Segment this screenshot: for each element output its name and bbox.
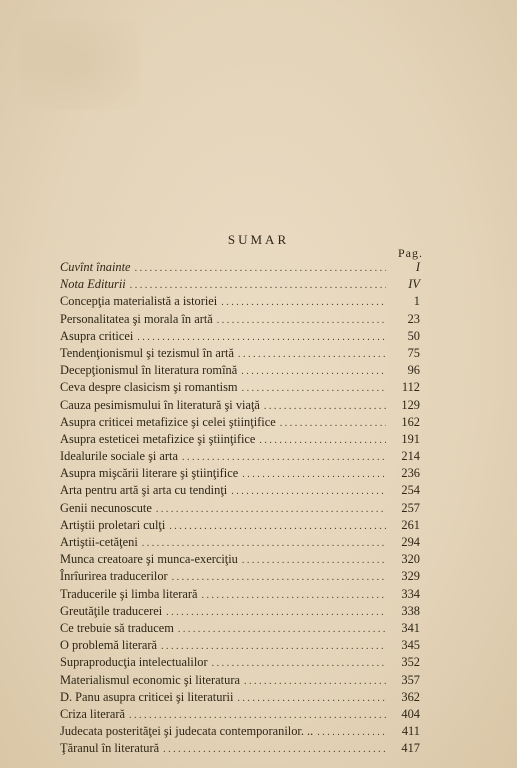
toc-entry-page: 236 [401,466,420,481]
dot-leader [163,741,386,758]
toc-entry-title: Cauza pesimismului în literatură şi viaţă [60,397,260,412]
dot-leader [169,518,386,535]
toc-entry [60,328,420,345]
toc-entry-title: Tendenţionismul şi tezismul în artă [60,345,234,360]
toc-entry [60,482,420,499]
toc-entry-title: Decepţionismul în literatura romînă [60,363,238,378]
toc-entry-title: Munca creatoare şi munca-exerciţiu [60,552,238,567]
toc-entry-title: Supraproducţia intelectualilor [60,655,208,670]
toc-entry [60,345,420,362]
dot-leader [280,415,386,432]
toc-entry [60,431,420,448]
dot-leader [238,346,386,363]
dot-leader [202,587,386,604]
toc-entry-page: 75 [407,345,420,360]
toc-entry [60,672,420,689]
toc-entry-title: Traducerile şi limba literară [60,586,198,601]
toc-entry [60,311,420,328]
toc-entry-page: 162 [401,414,420,429]
toc-entry [60,465,420,482]
toc-entry-page: 352 [401,655,420,670]
dot-leader [244,673,386,690]
toc-entry [60,293,420,310]
toc-entry-page: 96 [407,363,420,378]
toc-entry [60,551,420,568]
toc-entry-page: I [415,260,420,274]
toc-entry-page: 417 [401,741,420,756]
toc-entry-title: Personalitatea şi morala în artă [60,311,213,326]
dot-leader [137,329,386,346]
toc-entry-page: 129 [401,397,420,412]
toc-entry-page: 345 [401,638,420,653]
toc-entry-page: IV [408,277,420,292]
dot-leader [241,363,386,380]
dot-leader [130,277,386,294]
toc-entry [60,397,420,414]
toc-entry [60,723,420,740]
toc-entry [60,689,420,706]
toc-entry-title: Criza literară [60,706,126,721]
document-title: SUMAR [227,232,290,247]
dot-leader [264,398,386,415]
toc-entry-title: Artiştii proletari culţi [60,517,166,532]
dot-leader [317,724,386,741]
dot-leader [259,432,386,449]
toc-entry [60,637,420,654]
toc-entry [60,586,420,603]
toc-entry-page: 329 [401,569,420,584]
paper-stain [20,20,140,110]
toc-entry [60,362,420,379]
toc-entry-title: Greutăţile traducerei [60,603,163,618]
toc-entry [60,620,420,637]
toc-entry-page: 341 [401,620,420,635]
toc-entry-title: Asupra mişcării literare şi ştiinţifice [60,466,239,481]
toc-entry-title: Nota Editurii [60,277,126,292]
toc-entry-page: 257 [401,500,420,515]
toc-entry-title: Arta pentru artă şi arta cu tendinţi [60,483,228,498]
toc-entry [60,379,420,396]
toc-entry-title: Genii necunoscute [60,500,152,515]
toc-entry [60,276,420,293]
dot-leader [182,449,386,466]
toc-entry-page: 254 [401,483,420,498]
toc-entry-page: 334 [401,586,420,601]
dot-leader [135,260,386,277]
toc-entry-title: Artiştii-cetăţeni [60,535,138,549]
toc-entry-page: 1 [413,294,420,309]
toc-entry-title: Asupra criticei metafizice şi celei ştiinţifice [60,414,276,429]
toc-entry [60,500,420,517]
dot-leader [129,707,386,724]
toc-entry-title: D. Panu asupra criticei şi literaturii [60,689,234,704]
dot-leader [172,569,386,586]
dot-leader [161,638,386,655]
toc-entry [60,517,420,534]
dot-leader [231,483,386,500]
toc-entry [60,259,420,276]
toc-entry-title: Judecata posterităţei şi judecata contemporanilor. .. [60,724,314,739]
toc-entry-page: 214 [401,449,420,464]
toc-entry [60,534,420,551]
dot-leader [242,466,386,483]
dot-leader [242,380,386,397]
toc-entry-title: Asupra esteticei metafizice şi ştiinţifice [60,431,256,446]
dot-leader [242,552,386,569]
dot-leader [221,294,386,311]
toc-entry [60,740,420,757]
toc-entry [60,654,420,671]
dot-leader [178,621,386,638]
toc-entry-title: Asupra criticei [60,328,134,343]
toc-entry [60,414,420,431]
dot-leader [142,535,386,552]
toc-entry [60,448,420,465]
toc-entry-title: O problemă literară [60,638,158,653]
toc-entry-page: 404 [401,706,420,721]
toc-entry-page: 320 [401,552,420,567]
toc-entry [60,603,420,620]
toc-entry-title: Idealurile sociale şi arta [60,449,178,464]
toc-entry-page: 112 [401,380,420,395]
toc-entry-title: Concepţia materialistă a istoriei [60,294,218,309]
dot-leader [212,655,386,672]
toc-entry-page: 357 [401,672,420,687]
toc-entry [60,706,420,723]
dot-leader [237,690,386,707]
dot-leader [166,604,386,621]
toc-entry-title: Ceva despre clasicism şi romantism [60,380,238,395]
toc-entry-page: 23 [407,311,420,326]
toc-entry-title: Ce trebuie să traducem [60,620,174,635]
toc-entry-page: 50 [407,328,420,343]
toc-entry-title: Ţăranul în literatură [60,741,160,756]
toc-entry-title: Înrîurirea traducerilor [60,569,168,584]
table-of-contents [60,259,420,757]
toc-entry-title: Materialismul economic şi literatura [60,672,240,687]
toc-entry-page: 411 [401,724,420,739]
toc-entry [60,568,420,585]
toc-entry-title: Cuvînt înainte [60,260,131,274]
toc-entry-page: 191 [401,431,420,446]
toc-entry-page: 338 [401,603,420,618]
dot-leader [217,312,386,329]
page-column-header: Pag. [398,246,423,260]
toc-entry-page: 362 [401,689,420,704]
toc-entry-page: 294 [401,535,420,549]
toc-entry-page: 261 [401,517,420,532]
dot-leader [156,501,386,518]
